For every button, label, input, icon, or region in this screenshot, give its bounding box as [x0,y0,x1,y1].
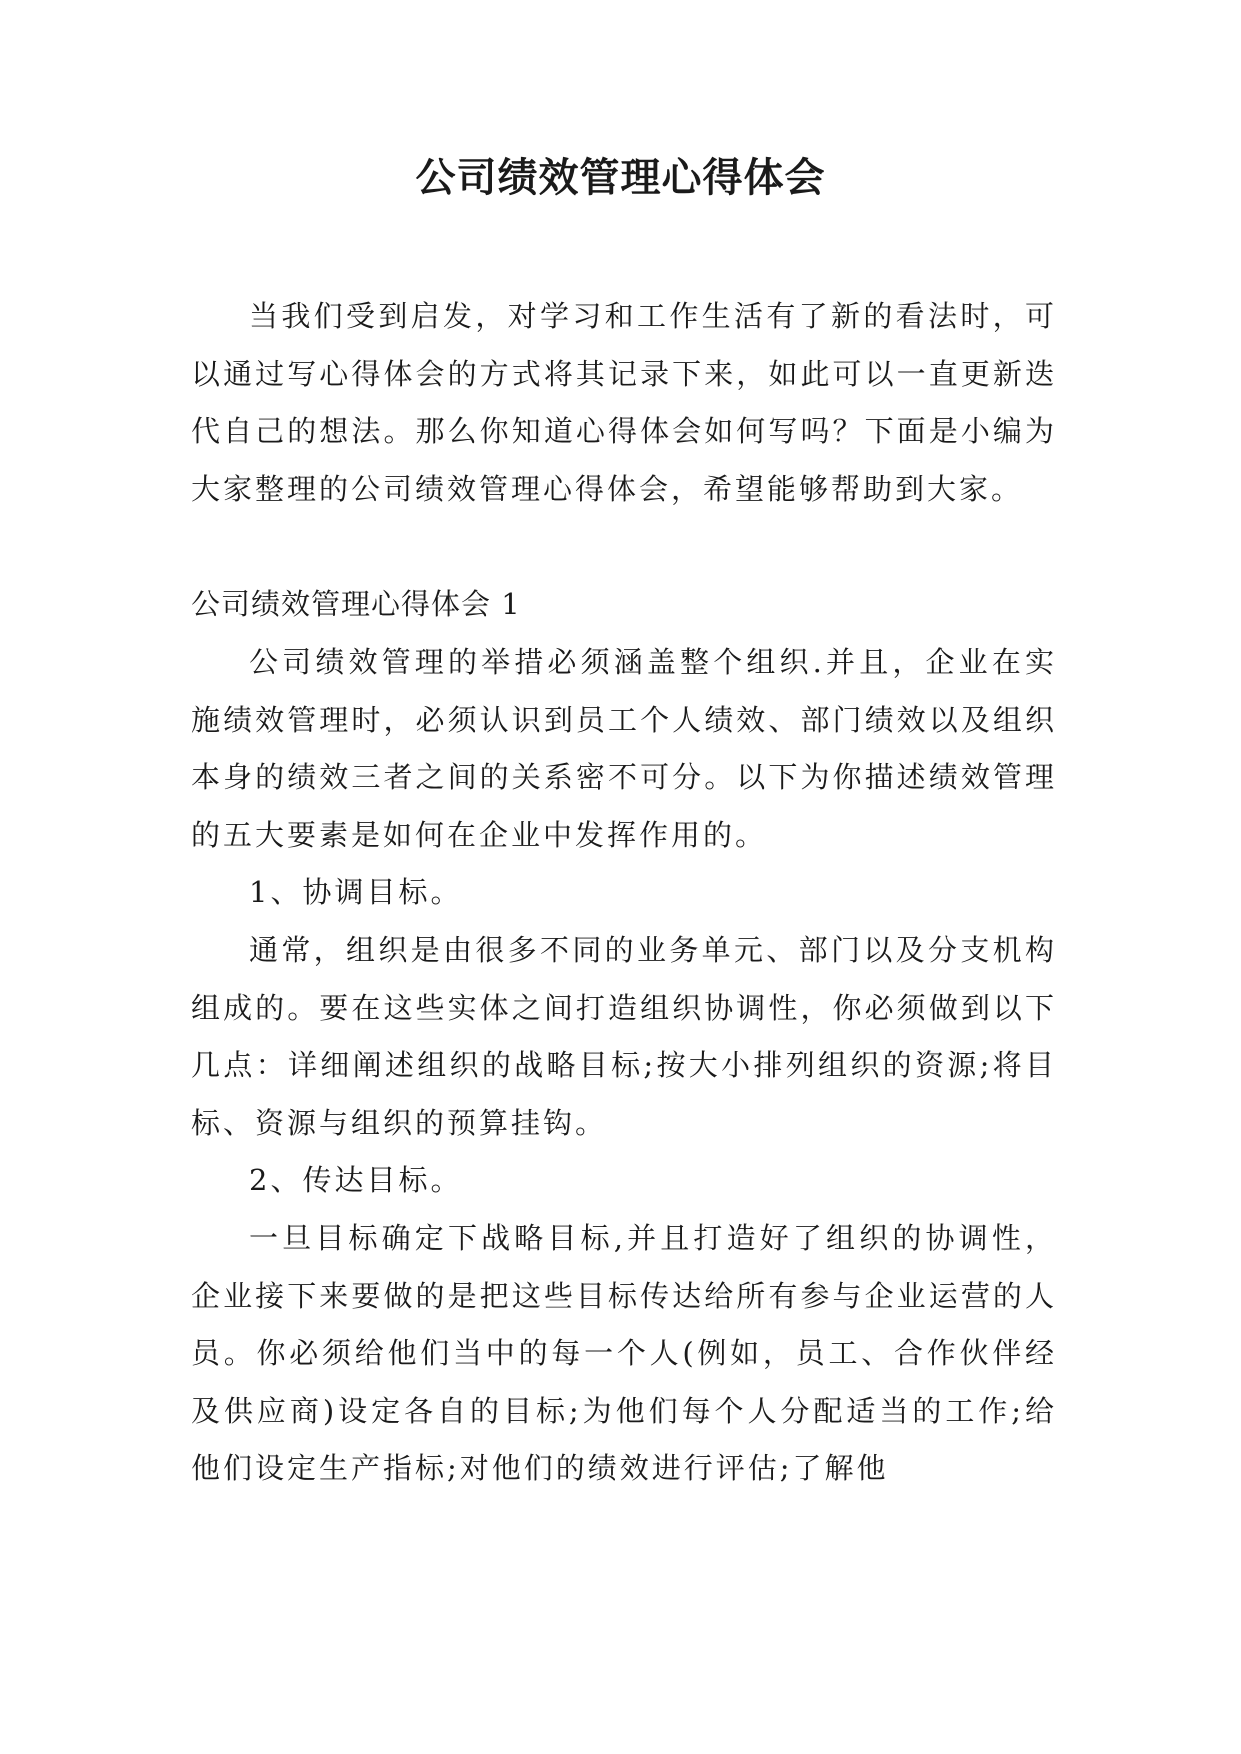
document-body [191,288,1057,1498]
list-item-heading: 1、协调目标。 [249,875,463,910]
intro-paragraph: 当我们受到启发，对学习和工作生活有了新的看法时，可以通过写心得体会的方式将其记录下来，如此可以一直更新迭代自己的想法。那么你知道心得体会如何写吗？下面是小编为大家整理的公司绩效管理心得体会，希望能够帮助到大家。 [191,299,1057,506]
body-paragraph: 公司绩效管理的举措必须涵盖整个组织.并且，企业在实施绩效管理时，必须认识到员工个人绩效、部门绩效以及组织本身的绩效三者之间的关系密不可分。以下为你描述绩效管理的五大要素是如何在企业中发挥作用的。 [191,644,1057,852]
document-title: 公司绩效管理心得体会 [415,154,826,201]
body-paragraph: 通常，组织是由很多不同的业务单元、部门以及分支机构组成的。要在这些实体之间打造组织协调性，你必须做到以下几点：详细阐述组织的战略目标;按大小排列组织的资源;将目标、资源与组织的预算挂钩。 [191,932,1057,1140]
section-heading: 公司绩效管理心得体会 1 [191,587,521,622]
list-item-heading: 2、传达目标。 [249,1163,463,1198]
body-paragraph: 一旦目标确定下战略目标,并且打造好了组织的协调性，企业接下来要做的是把这些目标传达给所有参与企业运营的人员。你必须给他们当中的每一个人(例如，员工、合作伙伴经及供应商)设定各自的目标;为他们每个人分配适当的工作;给他们设定生产指标;对他们的绩效进行评估;了解他 [191,1220,1057,1486]
